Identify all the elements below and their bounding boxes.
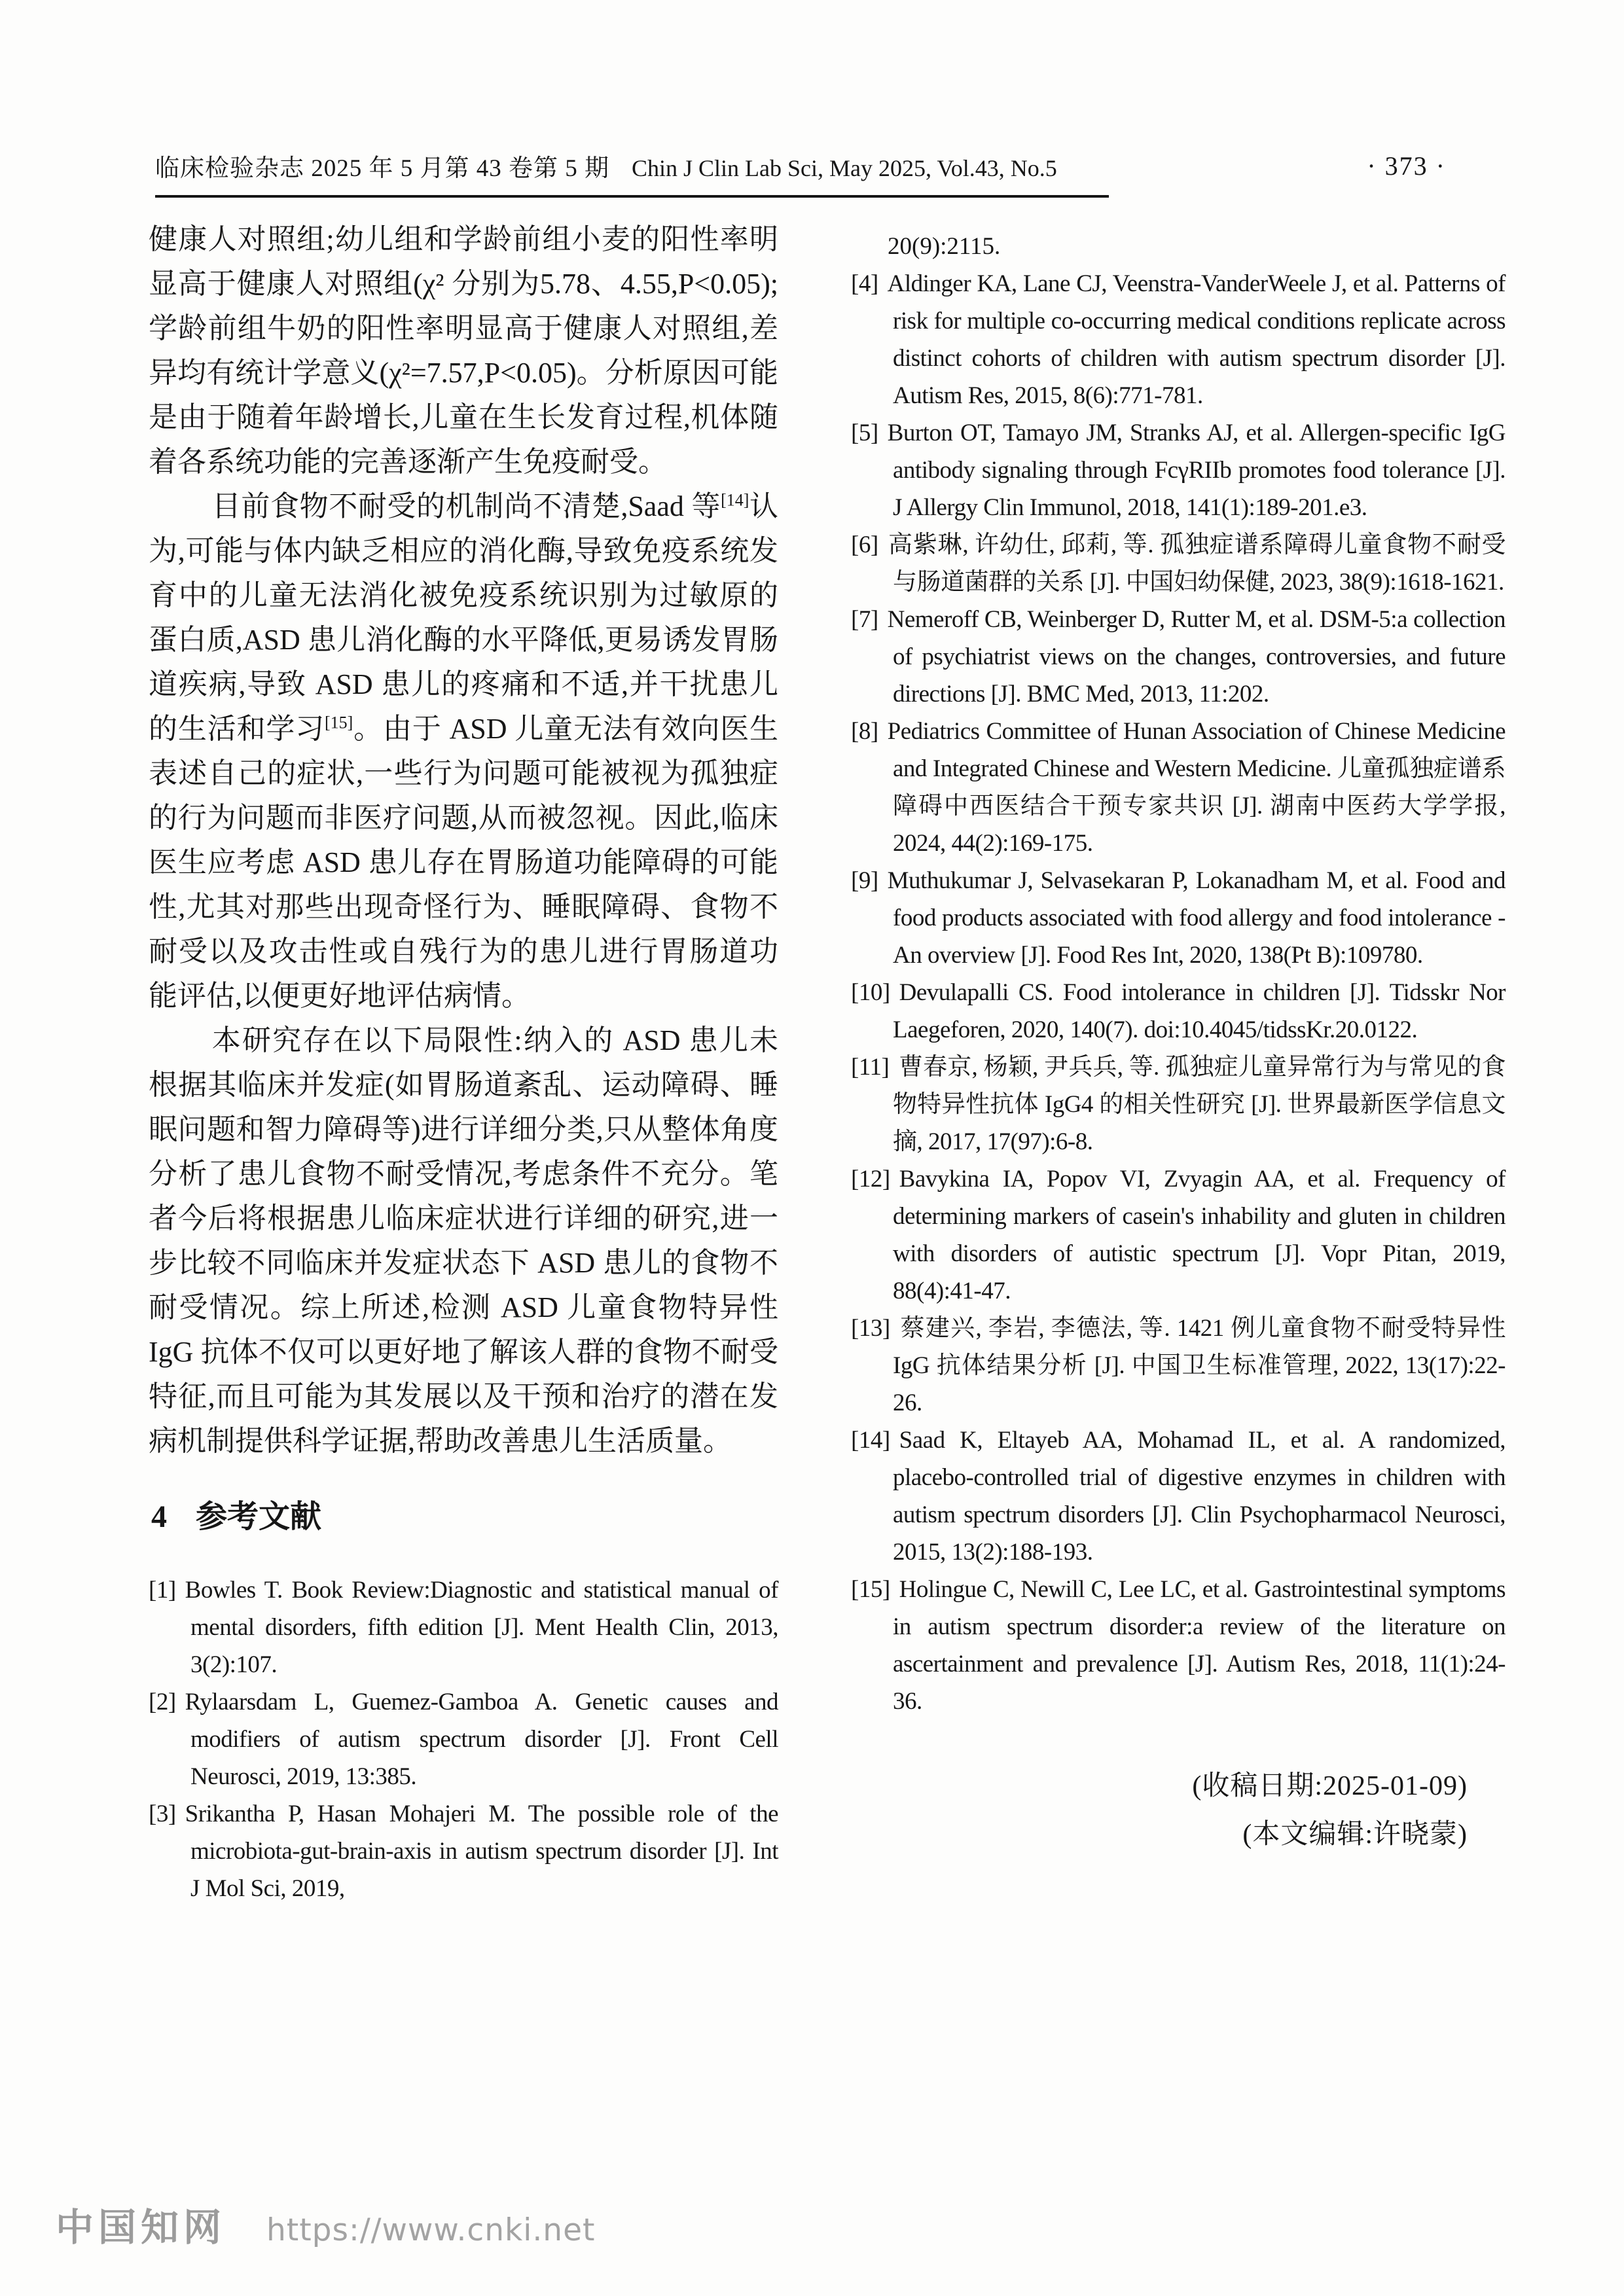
reference-text: 蔡建兴, 李岩, 李德法, 等. 1421 例儿童食物不耐受特异性 IgG 抗体结果分析 [J]. 中国卫生标准管理, 2022, 13(17):22-26. bbox=[893, 1315, 1506, 1416]
reference-number: [6] bbox=[851, 531, 878, 558]
closing-block bbox=[851, 1762, 1506, 1859]
reference-number: [8] bbox=[851, 718, 878, 745]
reference-number: [11] bbox=[851, 1054, 890, 1081]
reference-text: Saad K, Eltayeb AA, Mohamad IL, et al. A randomized, placebo-controlled trial of digestive enzymes in children with autism spectrum disorders [J]. Clin Psychopharmacol Neurosci, 2015, 13(2):188-193. bbox=[893, 1427, 1506, 1566]
reference-number: [2] bbox=[149, 1689, 176, 1715]
left-column bbox=[149, 217, 778, 1907]
cnki-watermark bbox=[56, 2197, 595, 2251]
references-heading bbox=[151, 1491, 778, 1536]
reference-item-11 bbox=[851, 1049, 1506, 1160]
reference-item-1 bbox=[149, 1571, 778, 1683]
page-header bbox=[155, 148, 1111, 183]
references-heading-title: 参考文献 bbox=[196, 1499, 322, 1534]
paragraph-2-text-2: 认为,可能与体内缺乏相应的消化酶,导致免疫系统发育中的儿童无法消化被免疫系统识别为过敏原的蛋白质,ASD 患儿消化酶的水平降低,更易诱发胃肠道疾病,导致 ASD 患儿的疼痛和不适,并干扰患儿的生活和学习 bbox=[149, 490, 778, 745]
reference-item-4 bbox=[851, 265, 1506, 414]
received-date: (收稿日期:2025-01-09) bbox=[1192, 1771, 1468, 1801]
reference-text: Bavykina IA, Popov VI, Zvyagin AA, et al. Frequency of determining markers of casein's inhability and gluten in children with disorders of autistic spectrum [J]. Vopr Pitan, 2019, 88(4):41-47. bbox=[893, 1166, 1506, 1304]
reference-item-13 bbox=[851, 1310, 1506, 1422]
reference-text: 高紫琳, 许幼仕, 邱莉, 等. 孤独症谱系障碍儿童食物不耐受与肠道菌群的关系 [J]. 中国妇幼保健, 2023, 38(9):1618-1621. bbox=[887, 531, 1506, 596]
reference-text: Holingue C, Newill C, Lee LC, et al. Gastrointestinal symptoms in autism spectrum disorder:a review of the literature on ascertainment and prevalence [J]. Autism Res, 2018, 11(1):24-36. bbox=[893, 1576, 1506, 1715]
paragraph-discussion-1: 健康人对照组;幼儿组和学龄前组小麦的阳性率明显高于健康人对照组(χ² 分别为5.78、4.55,P<0.05);学龄前组牛奶的阳性率明显高于健康人对照组,差异均有统计学意义(χ²=7.57,P<0.05)。分析原因可能是由于随着年龄增长,儿童在生长发育过程,机体随着各系统功能的完善逐渐产生免疫耐受。 bbox=[149, 223, 778, 478]
reference-text: Burton OT, Tamayo JM, Stranks AJ, et al. Allergen-specific IgG antibody signaling through FcγRIIb promotes food tolerance [J]. J Allergy Clin Immunol, 2018, 141(1):189-201.e3. bbox=[887, 420, 1506, 521]
paragraph-discussion-2 bbox=[149, 484, 778, 1018]
reference-number: [5] bbox=[851, 420, 878, 446]
reference-list-left bbox=[149, 1571, 778, 1907]
editor-note: (本文编辑:许晓蒙) bbox=[1242, 1820, 1468, 1850]
reference-item-5 bbox=[851, 414, 1506, 526]
reference-number: [3] bbox=[149, 1801, 176, 1827]
paragraph-limitations: 本研究存在以下局限性:纳入的 ASD 患儿未根据其临床并发症(如胃肠道紊乱、运动障碍、睡眠问题和智力障碍等)进行详细分类,只从整体角度分析了患儿食物不耐受情况,考虑条件不充分。笔者今后将根据患儿临床症状进行详细的研究,进一步比较不同临床并发症状态下 ASD 患儿的食物不耐受情况。综上所述,检测 ASD 儿童食物特异性 IgG 抗体不仅可以更好地了解该人群的食物不耐受特征,而且可能为其发展以及干预和治疗的潜在发病机制提供科学证据,帮助改善患儿生活质量。 bbox=[149, 1024, 778, 1457]
reference-text: Nemeroff CB, Weinberger D, Rutter M, et al. DSM-5:a collection of psychiatrist views on the changes, controversies, and future directions [J]. BMC Med, 2013, 11:202. bbox=[887, 606, 1506, 708]
reference-text: Aldinger KA, Lane CJ, Veenstra-VanderWeele J, et al. Patterns of risk for multiple co-occurring medical conditions replicate across distinct cohorts of children with autism spectrum disorder [J]. Autism Res, 2015, 8(6):771-781. bbox=[887, 270, 1506, 409]
cnki-logo-text: 中国知网 bbox=[56, 2206, 226, 2249]
reference-item-2 bbox=[149, 1683, 778, 1795]
reference-text: Pediatrics Committee of Hunan Association of Chinese Medicine and Integrated Chinese and Western Medicine. 儿童孤独症谱系障碍中西医结合干预专家共识 [J]. 湖南中医药大学学报, 2024, 44(2):169-175. bbox=[887, 718, 1506, 857]
reference-item-14 bbox=[851, 1422, 1506, 1571]
cnki-url-link[interactable]: https://www.cnki.net bbox=[266, 2212, 596, 2248]
reference-number: [14] bbox=[851, 1427, 890, 1454]
paragraph-2-text-3: 。由于 ASD 儿童无法有效向医生表述自己的症状,一些行为问题可能被视为孤独症的行为问题而非医疗问题,从而被忽视。因此,临床医生应考虑 ASD 患儿存在胃肠道功能障碍的可能性,尤其对那些出现奇怪行为、睡眠障碍、食物不耐受以及攻击性或自残行为的患儿进行胃肠道功能评估,以便更好地评估病情。 bbox=[149, 713, 778, 1012]
reference-number: [15] bbox=[851, 1576, 890, 1603]
reference-number: [13] bbox=[851, 1315, 890, 1342]
reference-item-3 bbox=[149, 1795, 778, 1907]
citation-superscript-15: [15] bbox=[325, 713, 353, 732]
header-divider bbox=[155, 195, 1109, 198]
references-heading-number: 4 bbox=[151, 1499, 167, 1534]
page-number: · 373 · bbox=[1367, 151, 1446, 181]
citation-superscript-14: [14] bbox=[721, 490, 749, 510]
reference-item-15 bbox=[851, 1571, 1506, 1720]
reference-text: 曹春京, 杨颖, 尹兵兵, 等. 孤独症儿童异常行为与常见的食物特异性抗体 IgG4 的相关性研究 [J]. 世界最新医学信息文摘, 2017, 17(97):6-8. bbox=[893, 1054, 1506, 1155]
reference-text: Muthukumar J, Selvasekaran P, Lokanadham M, et al. Food and food products associated with food allergy and food intolerance - An overview [J]. Food Res Int, 2020, 138(Pt B):109780. bbox=[887, 867, 1506, 969]
journal-title-en: Chin J Clin Lab Sci, May 2025, Vol.43, No.5 bbox=[632, 155, 1057, 181]
reference-item-12 bbox=[851, 1160, 1506, 1310]
reference-3-continuation: 20(9):2115. bbox=[888, 233, 1001, 260]
reference-text: Srikantha P, Hasan Mohajeri M. The possible role of the microbiota-gut-brain-axis in autism spectrum disorder [J]. Int J Mol Sci, 2019, bbox=[185, 1801, 778, 1902]
reference-number: [1] bbox=[149, 1577, 176, 1604]
reference-item-8 bbox=[851, 713, 1506, 862]
right-column bbox=[851, 228, 1506, 1859]
reference-number: [4] bbox=[851, 270, 878, 297]
reference-item-6 bbox=[851, 526, 1506, 601]
paragraph-2-text-1: 目前食物不耐受的机制尚不清楚,Saad 等 bbox=[211, 490, 721, 522]
reference-number: [7] bbox=[851, 606, 878, 633]
reference-item-10 bbox=[851, 974, 1506, 1049]
reference-text: Bowles T. Book Review:Diagnostic and statistical manual of mental disorders, fifth edition [J]. Ment Health Clin, 2013, 3(2):107. bbox=[185, 1577, 778, 1678]
reference-text: Devulapalli CS. Food intolerance in children [J]. Tidsskr Nor Laegeforen, 2020, 140(7). doi:10.4045/tidssKr.20.0122. bbox=[893, 979, 1506, 1043]
journal-title-cn: 临床检验杂志 2025 年 5 月第 43 卷第 5 期 bbox=[155, 155, 609, 182]
reference-item-7 bbox=[851, 601, 1506, 713]
reference-item-9 bbox=[851, 862, 1506, 974]
reference-list-right bbox=[851, 265, 1506, 1720]
reference-text: Rylaarsdam L, Guemez-Gamboa A. Genetic causes and modifiers of autism spectrum disorder [J]. Front Cell Neurosci, 2019, 13:385. bbox=[185, 1689, 778, 1790]
reference-number: [12] bbox=[851, 1166, 890, 1193]
reference-number: [9] bbox=[851, 867, 878, 894]
reference-number: [10] bbox=[851, 979, 890, 1006]
